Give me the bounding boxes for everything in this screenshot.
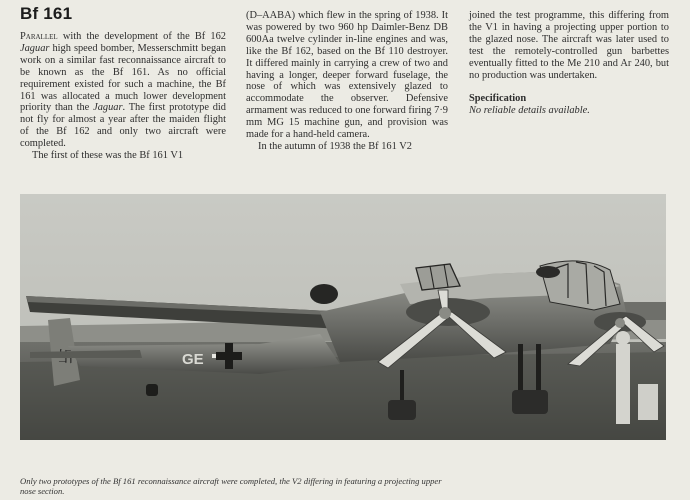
- lead-word: Parallel: [20, 31, 58, 42]
- page-title: Bf 161: [20, 4, 73, 23]
- paragraph: joined the test programme, this differing from the V1 in having a projecting upper portion to the glazed nose. The aircraft was later used to test the remotely-controlled gun barbettes eventually fitted to the Me 210 and Ar 240, but no production was undertaken.: [469, 10, 669, 81]
- text-column-1: [20, 31, 226, 162]
- paragraph: [20, 31, 226, 150]
- text-column-3: [469, 10, 669, 117]
- text-run: high speed bomber, Messerschmitt began work on a similar fast reconnaissance aircraft to be known as the Bf 161. As no official requirement existed for such a machine, the Bf 161 was allocated a much lower development priority than the: [20, 42, 226, 114]
- paragraph: In the autumn of 1938 the Bf 161 V2: [258, 140, 412, 152]
- italic-name: Jaguar: [20, 42, 50, 54]
- text-column-2: [246, 10, 448, 153]
- text-run: . The first prototype did not fly for almost a year after the maiden flight of the Bf 162 and only two aircraft were completed.: [20, 102, 227, 150]
- specification-heading: Specification: [469, 93, 527, 105]
- specification-text: No reliable details available.: [469, 105, 590, 117]
- fuselage-code: GE: [182, 351, 204, 368]
- photo-caption: Only two prototypes of the Bf 161 reconnaissance aircraft were completed, the V2 differing in featuring a projecting upper nose section.: [20, 476, 442, 496]
- paragraph: The first of these was the Bf 161 V1: [32, 150, 184, 162]
- text-run: with the development of the Bf 162: [57, 31, 226, 42]
- italic-name: Jaguar: [93, 102, 123, 114]
- aircraft-photo: [20, 194, 666, 440]
- paragraph: (D–AABA) which flew in the spring of 1938. It was powered by two 960 hp Daimler-Benz DB 600Aa twelve cylinder in-line engines and was, like the Bf 162, based on the Bf 110 destroyer. It differed mainly in carrying a crew of two and having a longer, deeper forward fuselage, the nose of which was extensively glazed to accommodate the observer. Defensive armament was reduced to one forward firing 7·9 mm MG 15 machine gun, and provision was made for a hand-held camera.: [246, 10, 448, 141]
